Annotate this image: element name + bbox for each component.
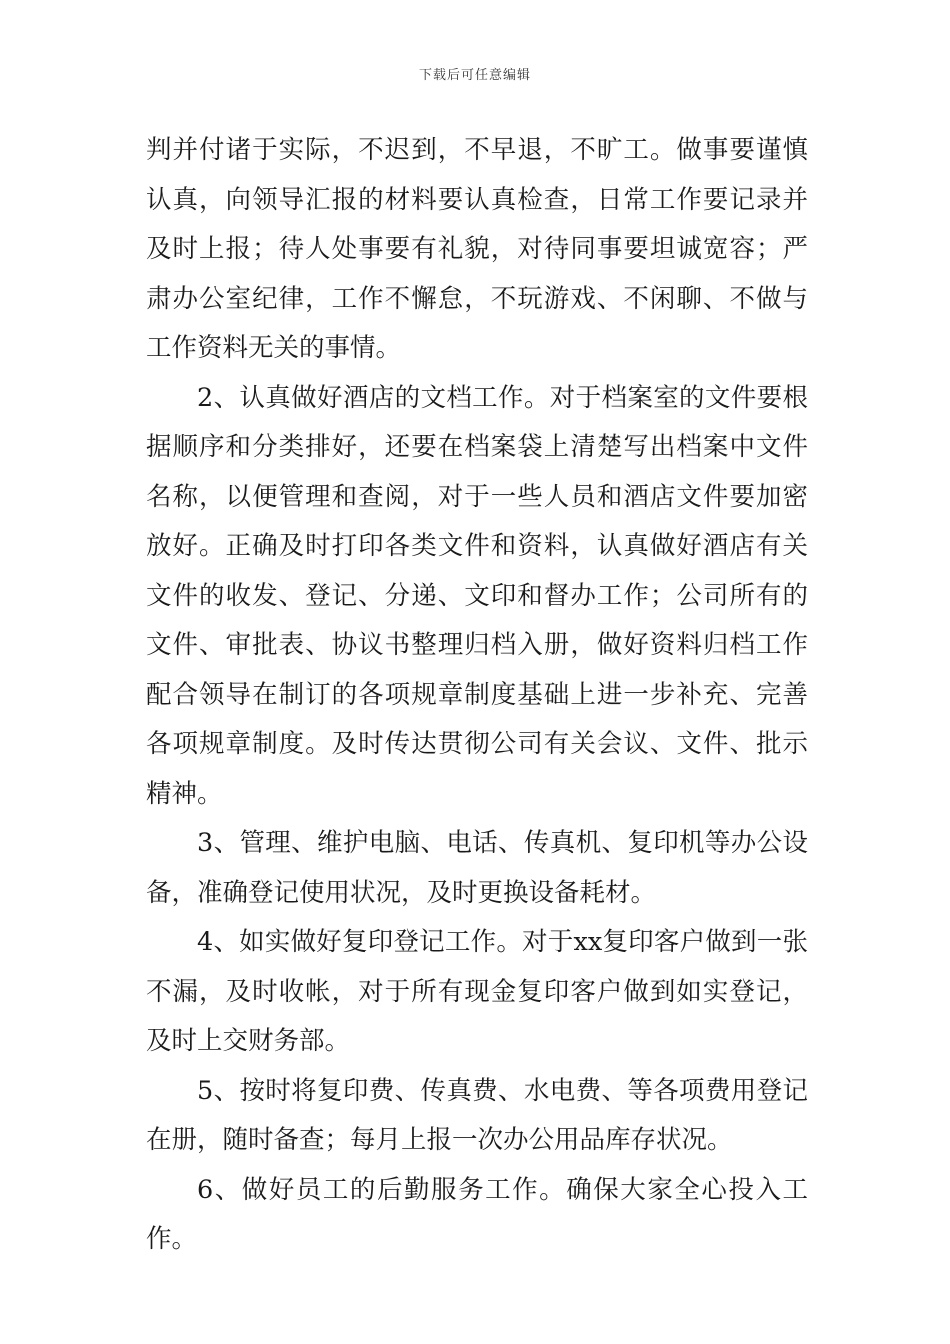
paragraph-item-2: 2、认真做好酒店的文档工作。对于档案室的文件要根据顺序和分类排好，还要在档案袋上清楚写出档案中文件名称，以便管理和查阅，对于一些人员和酒店文件要加密放好。正确及时打印各类文件和资料，认真做好酒店有关文件的收发、登记、分递、文印和督办工作；公司所有的文件、审批表、协议书整理归档入册，做好资料归档工作配合领导在制订的各项规章制度基础上进一步补充、完善各项规章制度。及时传达贯彻公司有关会议、文件、批示精神。 (146, 382, 808, 809)
paragraph-item-5: 5、按时将复印费、传真费、水电费、等各项费用登记在册，随时备查；每月上报一次办公用品库存状况。 (146, 1075, 808, 1155)
paragraph-item-6: 6、做好员工的后勤服务工作。确保大家全心投入工作。 (146, 1174, 808, 1254)
document-body (146, 126, 808, 1265)
header-note: 下载后可任意编辑 (418, 68, 531, 83)
paragraph-item-3: 3、管理、维护电脑、电话、传真机、复印机等办公设备，准确登记使用状况，及时更换设备耗材。 (146, 828, 808, 908)
paragraph-continuation: 判并付诸于实际，不迟到，不早退，不旷工。做事要谨慎认真，向领导汇报的材料要认真检查，日常工作要记录并及时上报；待人处事要有礼貌，对待同事要坦诚宽容；严肃办公室纪律，工作不懈怠，不玩游戏、不闲聊、不做与工作资料无关的事情。 (146, 135, 808, 363)
paragraph-item-4: 4、如实做好复印登记工作。对于xx复印客户做到一张不漏，及时收帐，对于所有现金复印客户做到如实登记，及时上交财务部。 (146, 927, 808, 1056)
